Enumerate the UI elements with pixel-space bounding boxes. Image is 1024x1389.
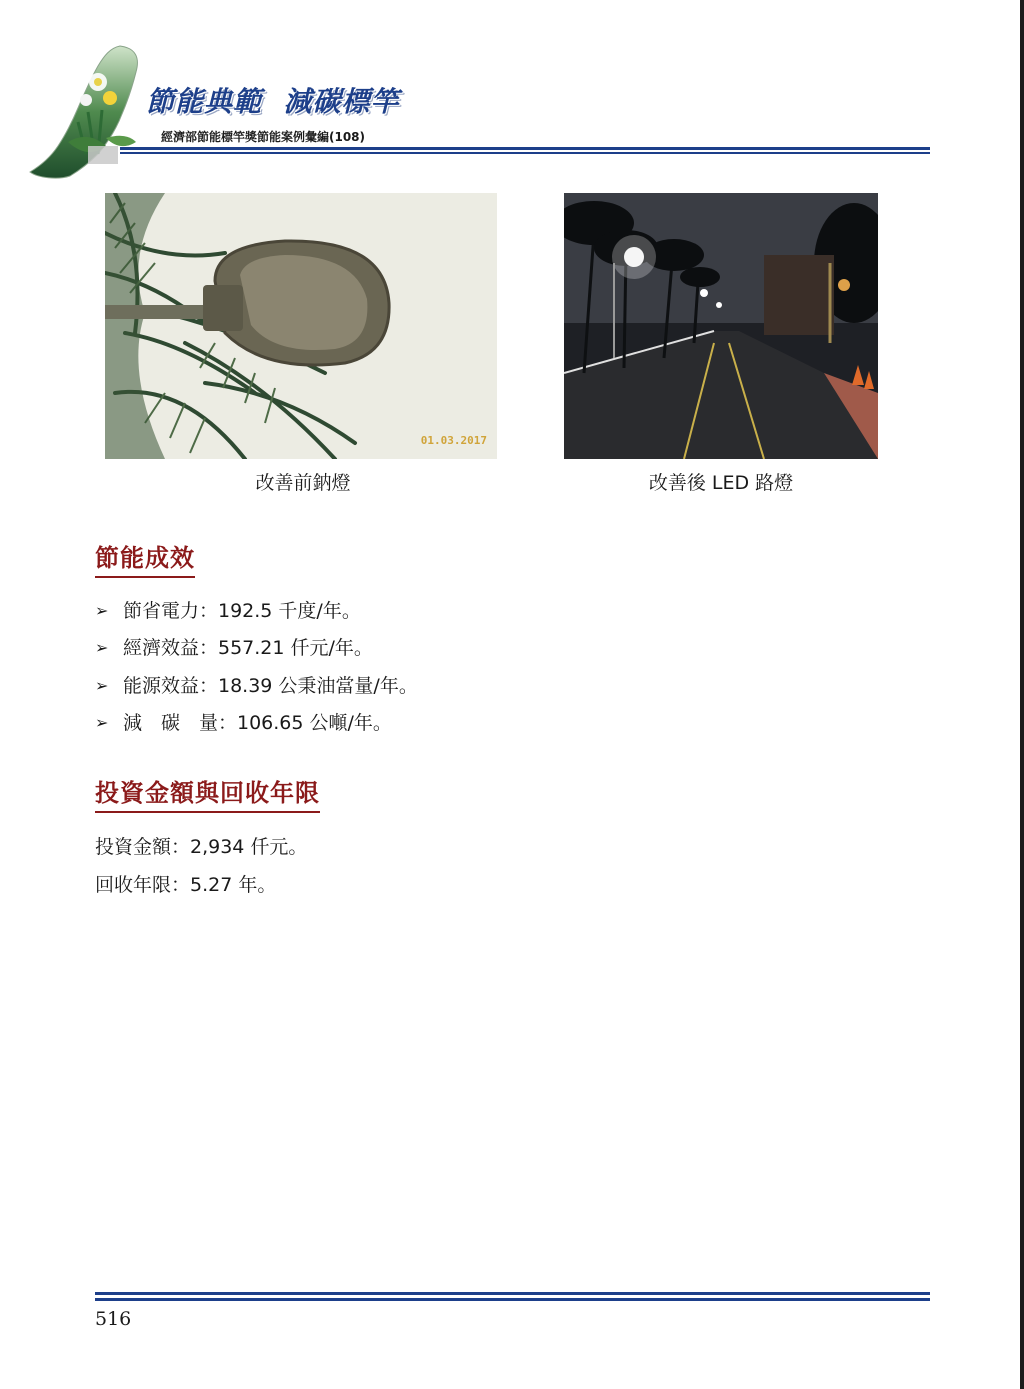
- investment-amount: 投資金額：2,934 仟元。: [95, 836, 308, 858]
- taiwan-map-logo: [28, 42, 158, 182]
- date-stamp: 01.03.2017: [420, 434, 487, 447]
- arrow-bullet-icon: ➢: [95, 713, 109, 733]
- arrow-bullet-icon: ➢: [95, 600, 109, 620]
- section-heading-investment: 投資金額與回收年限: [95, 773, 320, 813]
- page-number: 516: [95, 1308, 132, 1330]
- page-edge: [1020, 0, 1024, 1389]
- header-rule: [120, 147, 930, 150]
- payback-period: 回收年限：5.27 年。: [95, 874, 277, 896]
- header-title: 節能典範 減碳標竿: [146, 85, 400, 118]
- header-subtitle: 經濟部節能標竿獎節能案例彙編(108): [161, 130, 366, 144]
- savings-item-text: 節省電力：192.5 千度/年。: [123, 599, 361, 622]
- arrow-bullet-icon: ➢: [95, 638, 109, 658]
- photo-led-streetlight: [564, 193, 878, 459]
- savings-list: [95, 592, 418, 742]
- caption-after: 改善後 LED 路燈: [648, 472, 794, 494]
- list-item: [95, 592, 418, 630]
- list-item: [95, 630, 418, 668]
- list-item: [95, 705, 418, 743]
- caption-before: 改善前鈉燈: [255, 472, 351, 494]
- list-item: [95, 667, 418, 705]
- header-rule-secondary: [120, 152, 930, 154]
- section-heading-savings: 節能成效: [95, 538, 195, 578]
- arrow-bullet-icon: ➢: [95, 675, 109, 695]
- savings-item-text: 經濟效益：557.21 仟元/年。: [123, 637, 373, 660]
- footer-rule-secondary: [95, 1298, 930, 1301]
- savings-item-text: 減 碳 量：106.65 公噸/年。: [123, 712, 392, 735]
- footer-rule: [95, 1292, 930, 1295]
- savings-item-text: 能源效益：18.39 公秉油當量/年。: [123, 674, 418, 697]
- photo-sodium-lamp: [105, 193, 497, 459]
